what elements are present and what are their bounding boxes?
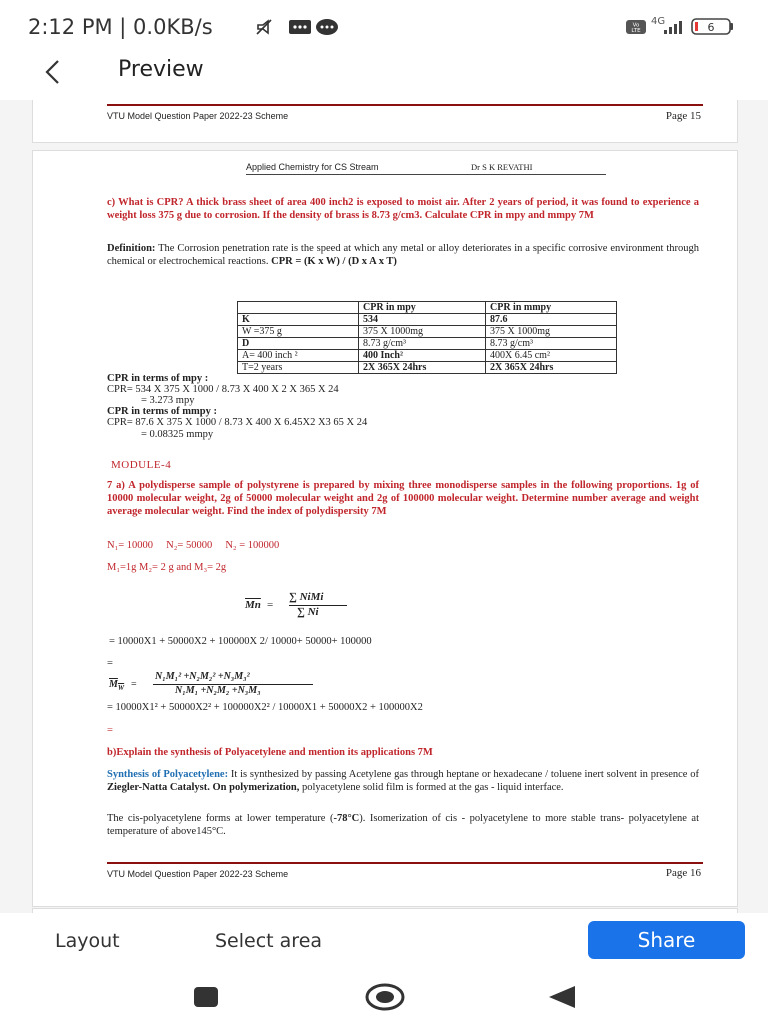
table-row: A= 400 inch ² 400 Inch² 400X 6.45 cm² <box>238 350 617 362</box>
mute-icon <box>257 20 271 34</box>
footer-rule <box>107 104 703 106</box>
battery-icon <box>692 19 733 34</box>
mw-lhs: $M_W$ <box>109 679 125 692</box>
back-triangle-icon <box>547 985 577 1009</box>
mpy-calc: CPR= 534 X 375 X 1000 / 8.73 X 400 X 2 X 365 X 24 <box>107 384 339 395</box>
mmpy-result: = 0.08325 mmpy <box>141 429 214 440</box>
cpr-table-wrap <box>237 301 617 374</box>
message-icon <box>289 20 311 34</box>
m-values: M₁=1g M₂= 2 g and M₃= 2g <box>107 562 227 573</box>
mn-denominator: ∑ Ni <box>297 606 319 618</box>
system-nav-bar <box>0 973 768 1021</box>
synthesis-on: On polymerization, <box>209 782 300 793</box>
cis-temp: -78°C <box>333 813 360 824</box>
document-viewer[interactable] <box>0 100 768 913</box>
back-nav-button[interactable] <box>547 985 577 1014</box>
select-area-button[interactable]: Select area <box>215 930 323 952</box>
mpy-label: CPR in terms of mpy : <box>107 373 209 384</box>
svg-text:Vo: Vo <box>632 22 640 29</box>
page-number: Page 15 <box>665 110 701 122</box>
mn-lhs: $\overline{Mn}$ <box>245 599 261 611</box>
table-row: W =375 g 375 X 1000mg 375 X 1000mg <box>238 326 617 338</box>
table-row: T=2 years 2X 365X 24hrs 2X 365X 24hrs <box>238 362 617 374</box>
mn-calc: = 10000X1 + 50000X2 + 100000X 2/ 10000+ 50000+ 100000 <box>109 636 372 647</box>
mn-numerator: ∑ NiMi <box>289 591 324 603</box>
cpr-table <box>237 301 617 374</box>
equals-2: = <box>107 725 113 736</box>
n-values: N₁= 10000 N₂= 50000 N₂ = 100000 <box>107 540 280 551</box>
share-button[interactable]: Share <box>588 921 745 959</box>
page-number: Page 16 <box>665 867 701 879</box>
footer-left: VTU Model Question Paper 2022-23 Scheme <box>107 111 289 121</box>
synthesis-text-2: polyacetylene solid film is formed at the gas - liquid interface. <box>299 782 564 793</box>
synthesis-text-1: It is synthesized by passing Acetylene gas through heptane or hexadecane / toluene inert solvent in presence of <box>228 769 699 780</box>
status-bar <box>0 0 768 56</box>
app-bar <box>0 56 768 100</box>
question-text: A polydisperse sample of polystyrene is prepared by mixing three monodisperse samples in the following proportions. 1g of 10000 molecular weight, 2g of 50000 molecular weight and 2g of 100000 molecular weight. Determine number average and weight average molecular weight. Find the index of polydispersity 7M <box>107 480 700 517</box>
svg-text:LTE: LTE <box>631 28 641 34</box>
definition-formula: CPR = (K x W) / (D x A x T) <box>271 256 397 267</box>
status-right <box>626 14 738 43</box>
page-title: Preview <box>118 57 204 82</box>
definition-label: Definition: <box>107 243 156 254</box>
network-type: 4G <box>651 16 666 27</box>
synthesis-paragraph <box>107 768 699 794</box>
mw-eq: = <box>131 679 137 690</box>
signal-icon <box>664 21 682 34</box>
mpy-result: = 3.273 mpy <box>141 395 195 406</box>
question-7b: b)Explain the synthesis of Polyacetylene and mention its applications 7M <box>107 747 433 758</box>
synthesis-label: Synthesis of Polyacetylene: <box>107 769 229 780</box>
layout-button[interactable]: Layout <box>55 930 120 952</box>
header-underline <box>246 174 606 175</box>
status-time: 2:12 PM | 0.0KB/s <box>28 15 213 39</box>
table-header: CPR in mpy CPR in mmpy <box>238 302 617 314</box>
mw-calc: = 10000X1² + 50000X2² + 100000X2² / 10000X1 + 50000X2 + 100000X2 <box>107 702 423 713</box>
table-row: D 8.73 g/cm³ 8.73 g/cm³ <box>238 338 617 350</box>
cis-paragraph <box>107 812 699 838</box>
back-button[interactable] <box>38 57 68 87</box>
mw-denominator: N₁M₁ +N₂M₂ +N₃M₃ <box>175 685 261 696</box>
recents-icon <box>193 986 219 1008</box>
definition <box>107 242 699 268</box>
recents-button[interactable] <box>193 986 219 1013</box>
chat-icon <box>316 19 338 35</box>
page-15-bottom <box>32 100 738 143</box>
home-icon <box>365 983 405 1011</box>
chevron-left-icon <box>38 57 68 87</box>
equals-1: = <box>107 658 113 669</box>
status-icons-left <box>255 17 355 42</box>
home-button[interactable] <box>365 983 405 1016</box>
cis-text-2: ). Isomerization of cis - polyacetylene to more stable trans- polyacetylene at temperature of above145°C. <box>107 813 699 837</box>
svg-text:6: 6 <box>707 21 715 34</box>
question-number: 7 a) <box>107 480 125 491</box>
header-right: Dr S K REVATHI <box>471 162 533 172</box>
question-c: c) What is CPR? A thick brass sheet of area 400 inch2 is exposed to moist air. After 2 years of period, it was found to experience a weight loss 375 g due to corrosion. If the density of brass is 8.73 g/cm3. Calculate CPR in mpy and mmpy 7M <box>107 197 699 221</box>
mmpy-calc: CPR= 87.6 X 375 X 1000 / 8.73 X 400 X 6.45X2 X3 65 X 24 <box>107 417 368 428</box>
header-left: Applied Chemistry for CS Stream <box>246 162 379 172</box>
mn-eq: = <box>267 599 274 611</box>
module-heading: MODULE-4 <box>111 459 172 471</box>
table-row: K 534 87.6 <box>238 314 617 326</box>
footer-left: VTU Model Question Paper 2022-23 Scheme <box>107 869 289 879</box>
bottom-bar <box>0 913 768 1024</box>
synthesis-catalyst: Ziegler-Natta Catalyst. <box>107 782 210 793</box>
cis-text-1: The cis-polyacetylene forms at lower temperature ( <box>107 813 334 824</box>
footer-rule <box>107 862 703 864</box>
definition-text: The Corrosion penetration rate is the speed at which any metal or alloy deteriorates in a specific corrosive environment through chemical or electrochemical reactions. <box>107 243 699 267</box>
page-16 <box>32 150 738 907</box>
volte-icon <box>626 20 646 34</box>
mmpy-label: CPR in terms of mmpy : <box>107 406 217 417</box>
question-7a <box>107 479 699 518</box>
mw-numerator: N₁M₁² +N₂M₂² +N₃M₃² <box>155 671 250 682</box>
